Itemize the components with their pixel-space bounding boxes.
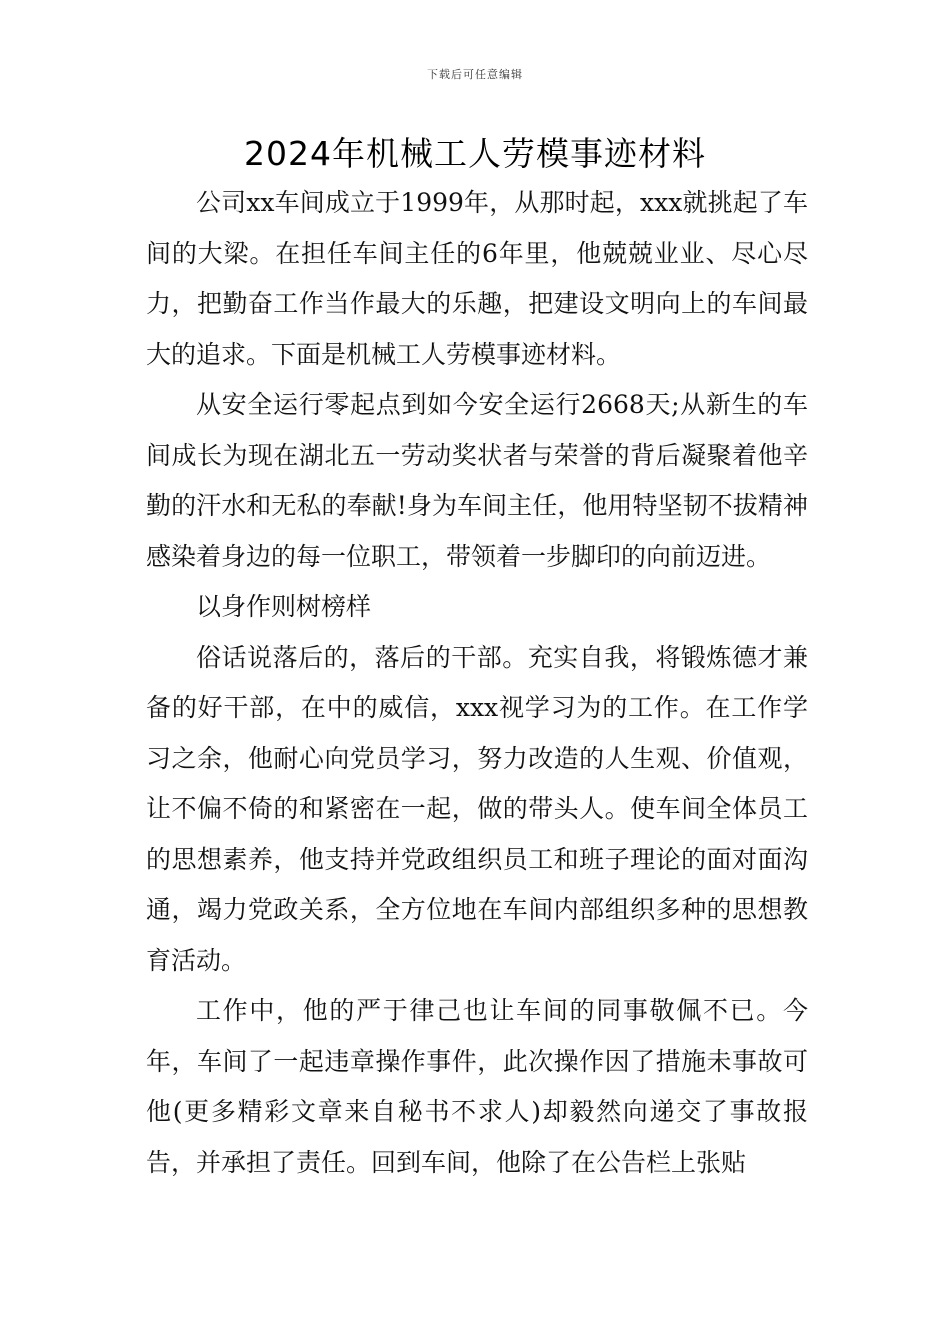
document-title: 2024年机械工人劳模事迹材料 <box>244 134 706 173</box>
header-note: 下载后可任意编辑 <box>427 68 523 81</box>
document-body <box>146 178 808 1188</box>
paragraph-intro: 公司xx车间成立于1999年，从那时起，xxx就挑起了车间的大梁。在担任车间主任的6年里，他兢兢业业、尽心尽力，把勤奋工作当作最大的乐趣，把建设文明向上的车间最大的追求。下面是机械工人劳模事迹材料。 <box>146 188 808 369</box>
paragraph-study: 俗话说落后的，落后的干部。充实自我，将锻炼德才兼备的好干部，在中的威信，xxx视学习为的工作。在工作学习之余，他耐心向党员学习，努力改造的人生观、价值观，让不偏不倚的和紧密在一起，做的带头人。使车间全体员工的思想素养，他支持并党政组织员工和班子理论的面对面沟通，竭力党政关系，全方位地在车间内部组织多种的思想教育活动。 <box>146 642 808 975</box>
paragraph-safety: 从安全运行零起点到如今安全运行2668天;从新生的车间成长为现在湖北五一劳动奖状者与荣誉的背后凝聚着他辛勤的汗水和无私的奉献!身为车间主任，他用特坚韧不拔精神感染着身边的每一位职工，带领着一步脚印的向前迈进。 <box>146 390 808 571</box>
paragraph-discipline: 工作中，他的严于律己也让车间的同事敬佩不已。今年，车间了一起违章操作事件，此次操作因了措施未事故可他(更多精彩文章来自秘书不求人)却毅然向递交了事故报告，并承担了责任。回到车间，他除了在公告栏上张贴 <box>146 996 808 1177</box>
section-heading: 以身作则树榜样 <box>196 592 372 621</box>
